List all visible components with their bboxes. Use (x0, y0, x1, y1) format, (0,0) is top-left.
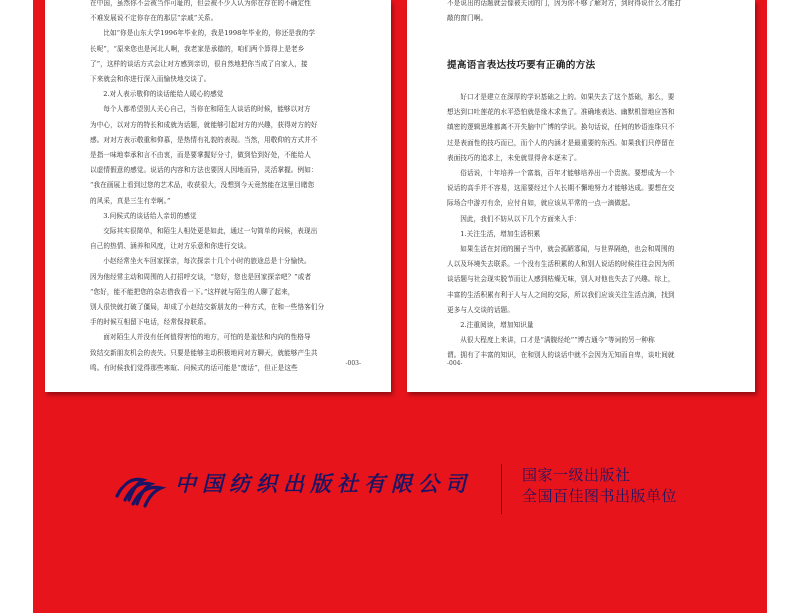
publisher-footer (33, 452, 767, 522)
book-page-left (45, 0, 391, 392)
text-line: “您好，能不能把您的杂志借我看一下。”这样就与陌生的人聊了起来， (90, 287, 295, 296)
text-line: 更多与人交谈的话题。 (447, 305, 514, 314)
text-line: 2.对人表示敬仰的谈话能给人暖心的感觉 (103, 90, 224, 99)
text-line: 谈话题与社会现实脱节而让人感到枯燥无味，别人对他也失去了兴趣。综上， (447, 275, 675, 284)
text-line: 为中心，以对方的特长和成就为话题，就能够引起对方的兴趣，获得对方的好 (90, 120, 318, 129)
page-number-left: -003- (345, 360, 361, 367)
book-page-right (407, 0, 755, 392)
text-line: 面对陌生人并没有任何值得害怕的地方，可怕的是羞怯和内向的性格导 (103, 333, 311, 342)
publisher-logo-icon (113, 466, 169, 508)
right-page-top-text (447, 0, 720, 26)
text-line: 自己的热情、涵养和风度，让对方乐意和你进行交谈。 (90, 242, 251, 251)
text-line: 丰富的生活积累有利于人与人之间的交际，所以我们应该关注生活点滴，找到 (447, 290, 675, 299)
text-line: 2.注重阅读，增加知识量 (460, 321, 534, 330)
text-line: 如果生活在封闭的圈子当中，就会孤陋寡闻，与世界隔绝，也会和周围的 (460, 245, 675, 254)
text-line: 缜密的逻辑思维都离不开失脑中广博的学识。换句话说，任何的妙语连珠只不 (447, 123, 675, 132)
text-line: 谓。拥有了丰富的知识，在和别人的谈话中就不会因为无知而自卑，谈吐间就 (447, 351, 675, 360)
right-page-heading-wrap (447, 57, 720, 71)
text-line: 不难发展说不定你存在的那层“亲戚”关系。 (90, 14, 218, 23)
right-page-text (447, 90, 720, 364)
section-heading: 提高语言表达技巧要有正确的方法 (447, 60, 596, 71)
text-line: 了”，这样的谈话方式会让对方感到亲切，很自然地把你当成了自家人，接 (90, 59, 308, 68)
footer-divider (501, 464, 502, 514)
text-line: 是指一味地奉承和言不由衷，而是要掌握好分寸，做到恰到好处，不能给人 (90, 151, 311, 160)
tagline-line-1: 国家一级出版社 (522, 466, 631, 484)
page-number-right: -004- (447, 360, 463, 367)
text-line: 鸣。有时候我们觉得那些寒暄、问候式的话可能是“废话”，但正是这些 (90, 363, 298, 372)
text-line: 过是表面性的技巧而已，而个人的内涵才是最重要的东西。如果我们只停留在 (447, 138, 675, 147)
text-line: 每个人都希望别人关心自己，当你在和陌生人谈话的时候，能够以对方 (103, 105, 311, 114)
publisher-name: 中国纺织出版社有限公司 (175, 471, 472, 496)
text-line: 人以及环境失去联系。一个没有生活积累的人和别人说话的时候往往会因为所 (447, 260, 675, 269)
text-line: 表面技巧的追求上，未免就显得舍本逐末了。 (447, 153, 581, 162)
text-line: 比如“你是山东大学1996年毕业的，我是1998年毕业的，你还是我的学 (103, 29, 316, 38)
text-line: 想达到口吐莲花的水平恐怕就是缘木求鱼了。准确地表达、幽默机智地应答和 (447, 108, 675, 117)
text-line: 3.问候式的谈话给人亲切的感觉 (103, 211, 197, 220)
text-line: 因此，我们不妨从以下几个方面来入手： (460, 214, 581, 223)
text-line: 在中国，虽然你不会被当作可耻的，但会被不少人认为你在存在的不确定性 (90, 0, 311, 7)
text-line: 不是说出的话题就会像被关闭的门，因为你不够了解对方，到时得说什么才能打 (447, 0, 682, 7)
text-line: 从很大程度上来讲，口才是“满腹经纶”“博古通今”等词的另一种称 (460, 336, 655, 345)
text-line: 好口才是建立在深厚的学识基础之上的。如果失去了这个基础，那么，要 (460, 93, 675, 101)
text-line: 的风采，真是三生有幸啊。” (90, 196, 171, 205)
text-line: 1.关注生活，增加生活积累 (460, 229, 541, 238)
text-line: 长呢”，“原来您也是河北人啊，我老家是承德的，咱们两个算得上是老乡 (90, 44, 305, 53)
left-page-text (90, 0, 361, 376)
text-line: 际场合中游刃有余，应付自如，就应该从平常的一点一滴做起。 (447, 199, 635, 208)
text-line: 因为他经常主动和周围的人打招呼交谈，“您好，您也是回家探亲吧？”或者 (90, 272, 312, 281)
text-line: “我在画展上看到过您的艺术品，收获很大，没想到今天竟然能在这里目睹您 (90, 181, 315, 190)
tagline-line-2: 全国百佳图书出版单位 (522, 487, 678, 505)
text-line: 感。对对方表示敬重和仰慕，是热情有礼貌的表现。当然，用敬仰的方式并不 (90, 135, 318, 144)
text-line: 交际其实很简单，和陌生人相处更是如此，通过一句简单的问候，表现出 (103, 227, 318, 236)
text-line: 手的时候互相留下电话，经常保持联系。 (90, 318, 211, 327)
text-line: 敲的窗门啊。 (447, 14, 488, 23)
text-line: 小赵经常坐火车回家探亲，每次探亲十几个小时的旅途总是十分愉快。 (103, 257, 311, 266)
text-line: 俗话说，十年培养一个富翁，百年才能够培养出一个贵族。要想成为一个 (460, 169, 675, 178)
text-line: 别人很快就打破了僵局，却成了小赵结交新朋友的一种方式，在和一些恪客们分 (90, 303, 325, 312)
text-line: 说话的高手并不容易，这需要经过个人长期不懈地努力才能够达成。要想在交 (447, 184, 675, 193)
text-line: 下来就会和你进行深入而愉快地交谈了。 (90, 75, 211, 84)
text-line: 致结交新朋友机会的丧失。只要是能够主动积极地问对方聊天，就能够产生共 (90, 348, 318, 357)
text-line: 以虚情假意的感觉。说话的内容和方法也要因人因地而异，灵活掌握。例如： (90, 166, 318, 175)
